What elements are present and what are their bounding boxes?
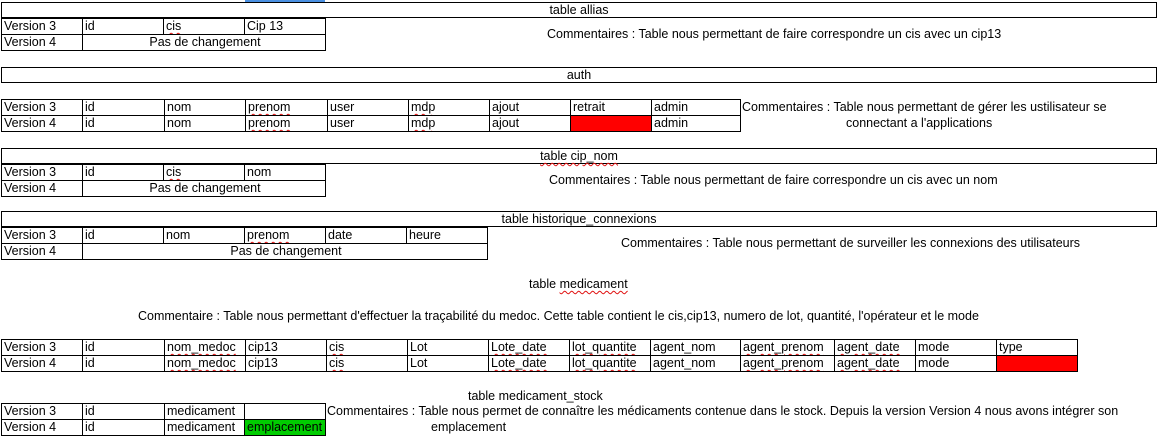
medicament-comment: Commentaire : Table nous permettant d'effectuer la traçabilité du medoc. Cette table contient le cis,cip13, numero de lot, quantité, l'opérateur et le mode — [138, 309, 979, 323]
cell: id — [82, 355, 164, 371]
cell: medicament — [164, 419, 244, 435]
removed-column-cell — [996, 355, 1077, 371]
cell: date — [325, 227, 406, 243]
medicament-v4-row — [1, 355, 1078, 372]
version-label: Version 3 — [1, 227, 82, 243]
cell: nom — [164, 99, 245, 115]
cell: agent_date — [834, 355, 915, 371]
cell: cis — [326, 355, 407, 371]
version-label: Version 3 — [1, 164, 82, 180]
cell: cis — [163, 18, 244, 34]
cell: id — [82, 115, 164, 131]
cell: cip13 — [245, 355, 326, 371]
cell: id — [82, 419, 164, 435]
cell: ajout — [489, 115, 570, 131]
cipnom-v3-row — [1, 164, 326, 181]
cell: id — [82, 403, 164, 419]
cell: mode — [915, 355, 996, 371]
cell: cis — [326, 339, 407, 355]
stock-v3-row — [1, 403, 326, 420]
version-label: Version 4 — [1, 419, 82, 435]
cell — [244, 403, 325, 419]
cell: agent_prenom — [740, 339, 834, 355]
stock-v4-row — [1, 419, 326, 436]
auth-v4-row — [1, 115, 741, 132]
cell: Lote_date — [488, 339, 569, 355]
cell: nom_medoc — [164, 339, 245, 355]
cell: id — [82, 164, 163, 180]
cipnom-comment: Commentaires : Table nous permettant de faire correspondre un cis avec un nom — [549, 173, 998, 187]
auth-v3-row — [1, 99, 741, 116]
cell: agent_date — [834, 339, 915, 355]
historique-v3-row — [1, 227, 488, 244]
cell: id — [82, 227, 163, 243]
cell: mdp — [408, 115, 489, 131]
cell: medicament — [164, 403, 244, 419]
version-label: Version 4 — [1, 115, 82, 131]
cell: prenom — [245, 115, 327, 131]
cell: retrait — [570, 99, 651, 115]
cell: prenom — [245, 99, 327, 115]
cell: nom_medoc — [164, 355, 245, 371]
section-title-medicament: table medicament — [529, 277, 628, 291]
cell: cis — [163, 164, 244, 180]
cell: agent_nom — [650, 339, 740, 355]
cell: prenom — [244, 227, 325, 243]
cell: nom — [163, 227, 244, 243]
cell: ajout — [489, 99, 570, 115]
cell: type — [996, 339, 1077, 355]
version-label: Version 3 — [1, 99, 82, 115]
stock-comment-line1: Commentaires : Table nous permet de connaître les médicaments contenue dans le stock. Depuis la version Version 4 nous avons intégrer son — [327, 404, 1119, 418]
section-title-historique: table historique_connexions — [1, 211, 1157, 227]
cell: nom — [244, 164, 325, 180]
cell: Lot — [407, 339, 488, 355]
cell: cip13 — [245, 339, 326, 355]
section-title-auth: auth — [1, 67, 1157, 83]
cell: Cip 13 — [244, 18, 325, 34]
cell: user — [327, 115, 408, 131]
cell: id — [82, 99, 164, 115]
cell: Lote_date — [488, 355, 569, 371]
historique-v4-row — [1, 243, 488, 260]
cipnom-v4-row — [1, 180, 326, 197]
allias-v3-row — [1, 18, 326, 35]
auth-comment-line2: connectant a l'applications — [846, 116, 993, 130]
added-column-cell: emplacement — [244, 419, 325, 435]
removed-column-cell — [570, 115, 651, 131]
no-change-cell: Pas de changement — [82, 34, 325, 50]
section-title-allias: table allias — [1, 2, 1157, 18]
cell: user — [327, 99, 408, 115]
allias-v4-row — [1, 34, 326, 51]
no-change-cell: Pas de changement — [82, 180, 325, 196]
stock-comment-line2: emplacement — [431, 420, 507, 434]
no-change-cell: Pas de changement — [82, 243, 487, 259]
medicament-v3-row — [1, 339, 1078, 356]
version-label: Version 4 — [1, 180, 82, 196]
version-label: Version 3 — [1, 403, 82, 419]
cell: agent_prenom — [740, 355, 834, 371]
cell: mdp — [408, 99, 489, 115]
section-title-medicament-stock: table medicament_stock — [468, 389, 603, 403]
auth-comment-line1: Commentaires : Table nous permettant de gérer les ustilisateur se — [742, 100, 1107, 114]
version-label: Version 3 — [1, 339, 82, 355]
version-label: Version 4 — [1, 355, 82, 371]
allias-comment: Commentaires : Table nous permettant de faire correspondre un cis avec un cip13 — [547, 27, 1002, 41]
version-label: Version 4 — [1, 243, 82, 259]
cell: admin — [651, 99, 740, 115]
cell: heure — [406, 227, 487, 243]
version-label: Version 3 — [1, 18, 82, 34]
cell: lot_quantite — [569, 355, 650, 371]
cell: nom — [164, 115, 245, 131]
version-label: Version 4 — [1, 34, 82, 50]
historique-comment: Commentaires : Table nous permettant de surveiller les connexions des utilisateurs — [621, 236, 1081, 250]
cell: lot_quantite — [569, 339, 650, 355]
cell: Lot — [407, 355, 488, 371]
cell: id — [82, 339, 164, 355]
cell: id — [82, 18, 163, 34]
cell: agent_nom — [650, 355, 740, 371]
section-title-cip-nom: table cip_nom — [1, 148, 1157, 164]
cell: admin — [651, 115, 740, 131]
cell: mode — [915, 339, 996, 355]
